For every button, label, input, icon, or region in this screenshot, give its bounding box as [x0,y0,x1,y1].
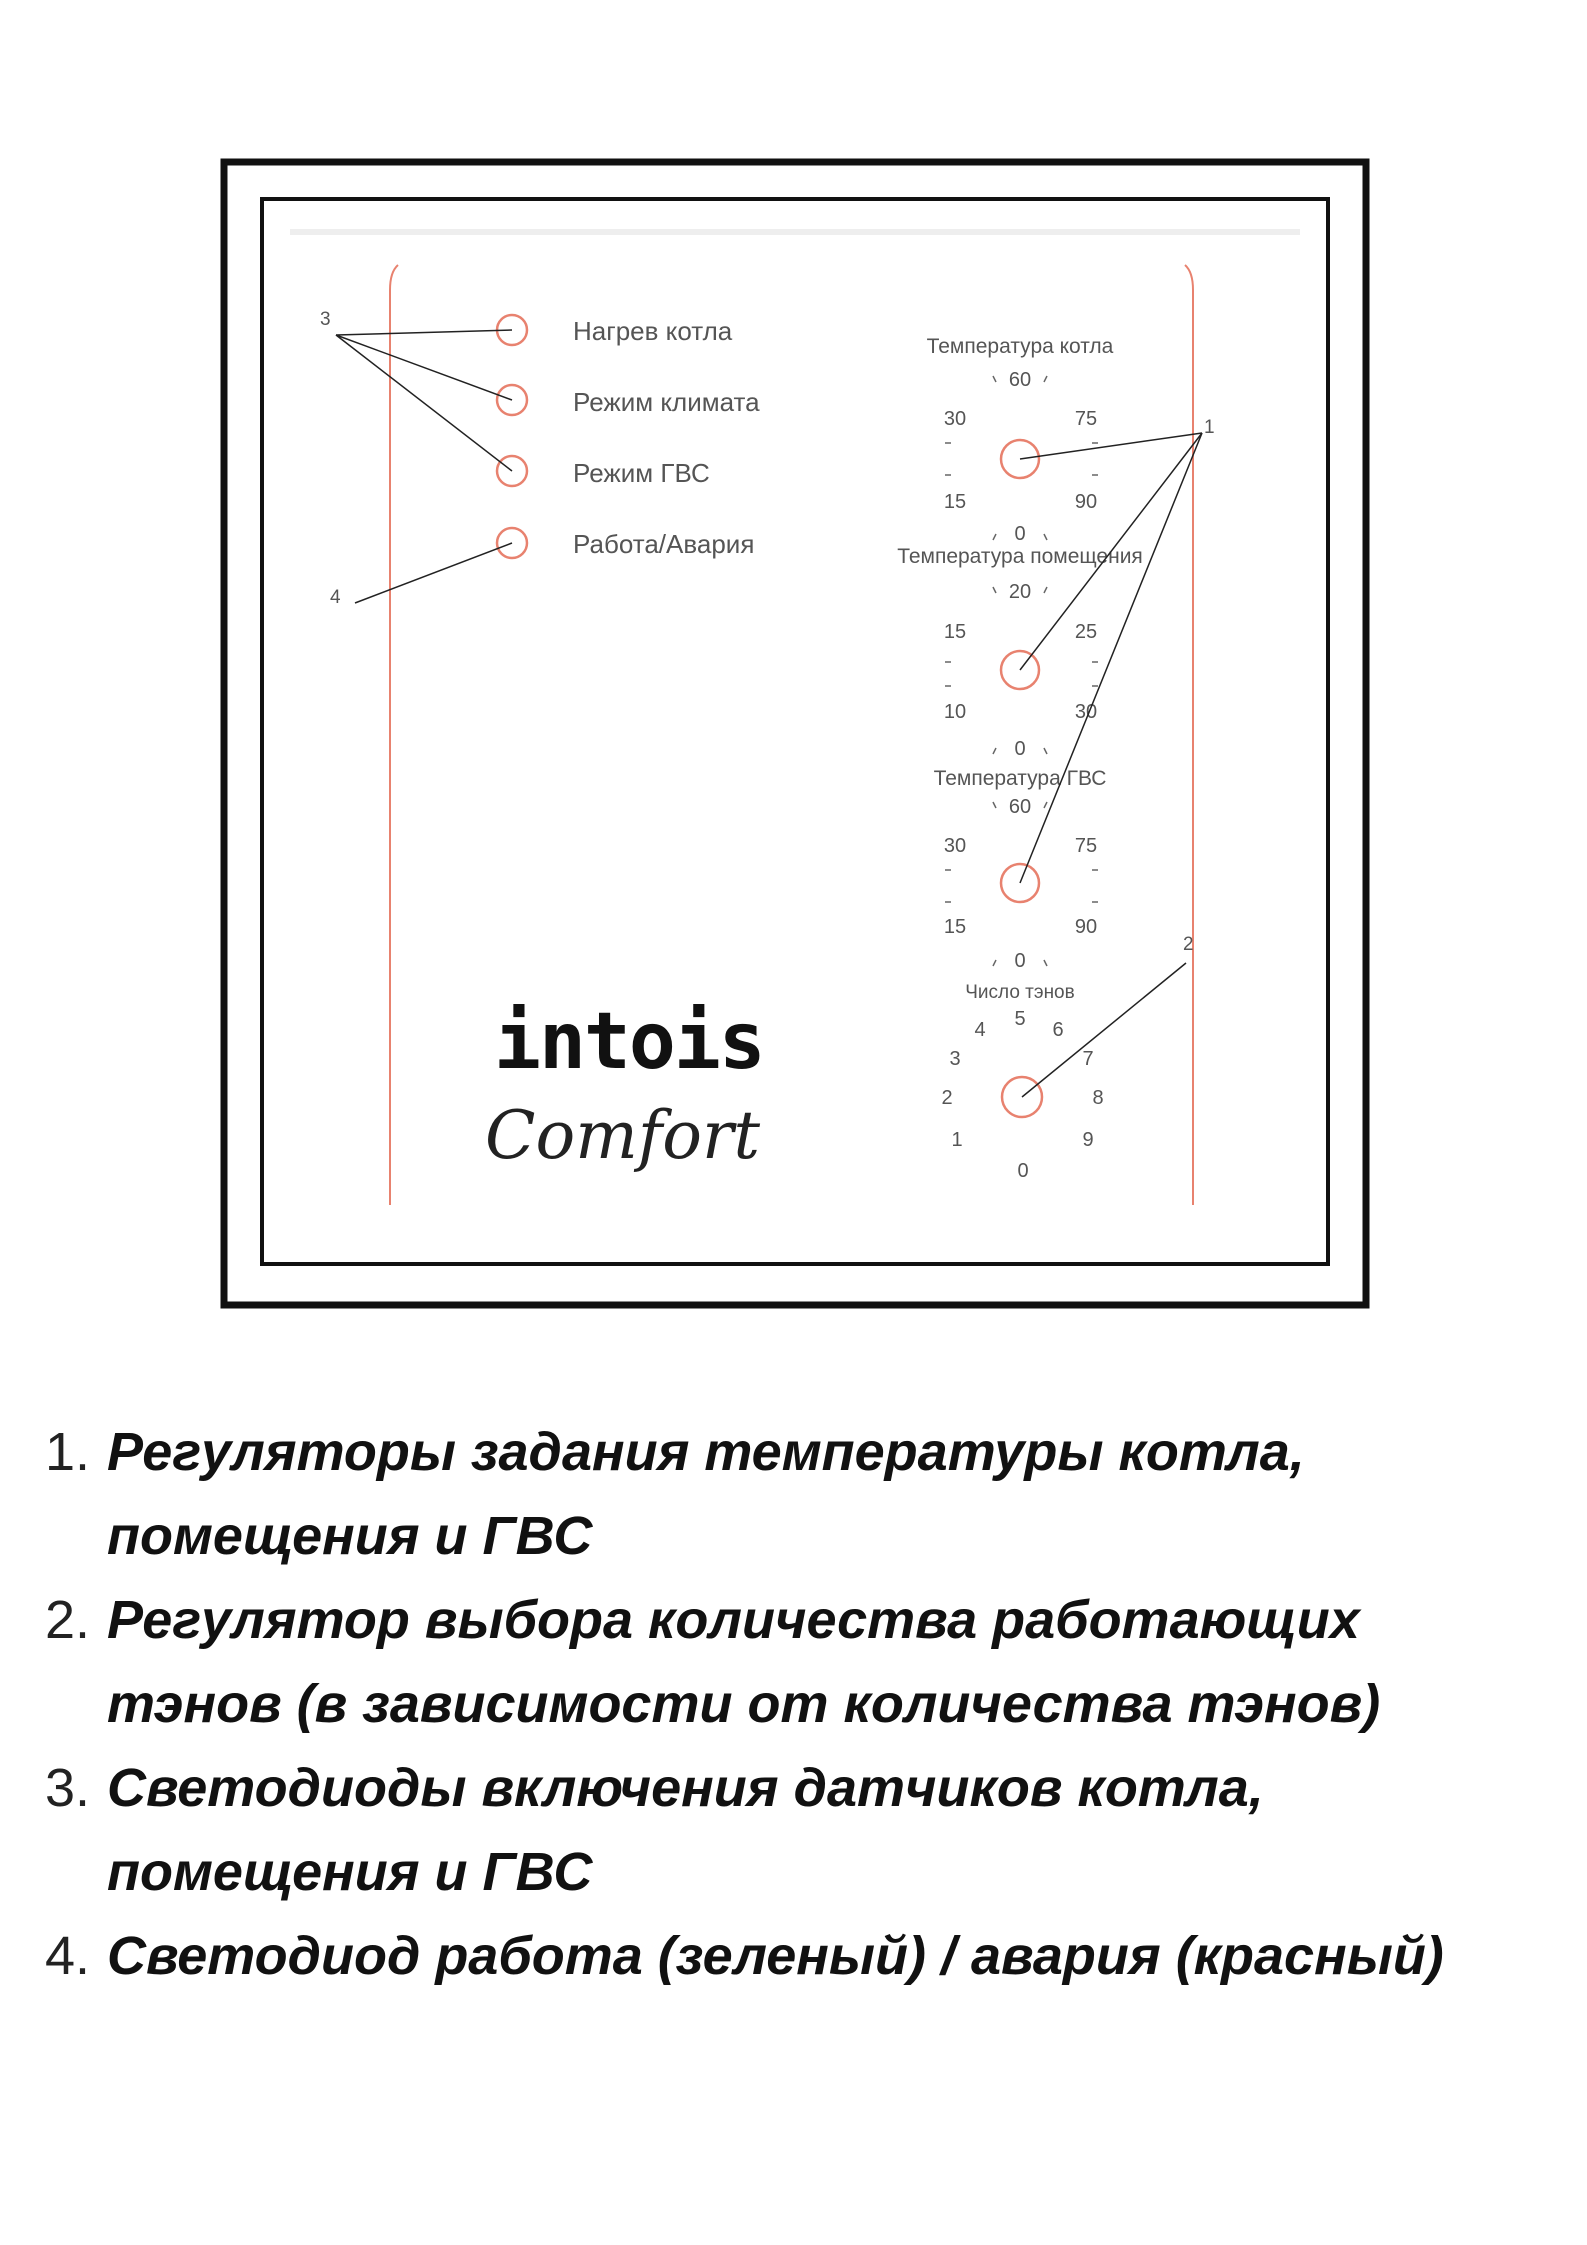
legend-text: Светодиоды включения датчиков котла, помещения и ГВС [107,1758,1264,1902]
legend-text: Светодиод работа (зеленый) / авария (красный) [107,1926,1444,1986]
knob-scale-label: 15 [943,916,967,938]
legend-text: Регулятор выбора количества работающих тэнов (в зависимости от количества тэнов) [107,1590,1381,1734]
knob-scale-label: 25 [1074,621,1098,643]
knob-scale-label: 20 [1008,581,1032,603]
knob-title: Число тэнов [965,982,1075,1003]
knob-scale-label: 90 [1074,916,1098,938]
legend-item [45,1578,1545,1746]
knob-scale-label: 8 [1092,1087,1104,1109]
indicator-label: Нагрев котла [573,316,733,346]
knob-scale-label: 0 [1014,523,1026,545]
knob-scale-label: 15 [943,491,967,513]
knob-scale-label: 0 [1014,950,1026,972]
callout-number: 4 [330,587,341,608]
legend-item [45,1410,1545,1578]
brand-model: Comfort [485,1097,761,1174]
callout-number: 3 [320,309,331,330]
knob-scale-label: 30 [1074,701,1098,723]
knob-scale-label: 75 [1074,408,1098,430]
knob-title: Температура помещения [897,545,1143,568]
indicator-label: Работа/Авария [573,529,755,559]
knob-scale-label: 60 [1008,369,1032,391]
knob-scale-label: 15 [943,621,967,643]
legend-item [45,1746,1545,1914]
panel-left-edge [390,265,398,1205]
legend-text: Регуляторы задания температуры котла, помещения и ГВС [107,1422,1305,1566]
knob-scale-label: 7 [1082,1048,1094,1070]
legend-number: 1. [45,1422,91,1482]
knob-scale-label: 75 [1074,835,1098,857]
indicator-label: Режим ГВС [573,458,710,488]
knob-scale-label: 6 [1052,1019,1064,1041]
knob-scale-label: 4 [974,1019,986,1041]
knob-scale-label: 30 [943,408,967,430]
knob-scale-label: 1 [951,1129,963,1151]
knob-scale-label: 60 [1008,796,1032,818]
callout-number: 2 [1183,934,1194,955]
indicator-label: Режим климата [573,387,760,417]
brand-logo: intois [494,997,764,1087]
knob-scale-label: 9 [1082,1129,1094,1151]
legend-number: 2. [45,1590,91,1650]
panel-right-edge [1185,265,1193,1205]
legend-number: 3. [45,1758,91,1818]
legend-list [45,1410,1545,1998]
knob-title: Температура котла [926,335,1114,358]
knob-scale-label: 90 [1074,491,1098,513]
knob-scale-label: 0 [1017,1160,1029,1182]
inner-frame [262,199,1328,1264]
knob-scale-label: 10 [943,701,967,723]
knob-scale-label: 30 [943,835,967,857]
callout-number: 1 [1204,417,1215,438]
knob-title: Температура ГВС [933,767,1107,790]
legend-item [45,1914,1545,1998]
knob-scale-label: 0 [1014,738,1026,760]
indicator-led [497,456,527,486]
knob-scale-label: 3 [949,1048,961,1070]
knob-scale-label: 5 [1014,1008,1026,1030]
knob-scale-label: 2 [941,1087,953,1109]
legend-number: 4. [45,1926,91,1986]
